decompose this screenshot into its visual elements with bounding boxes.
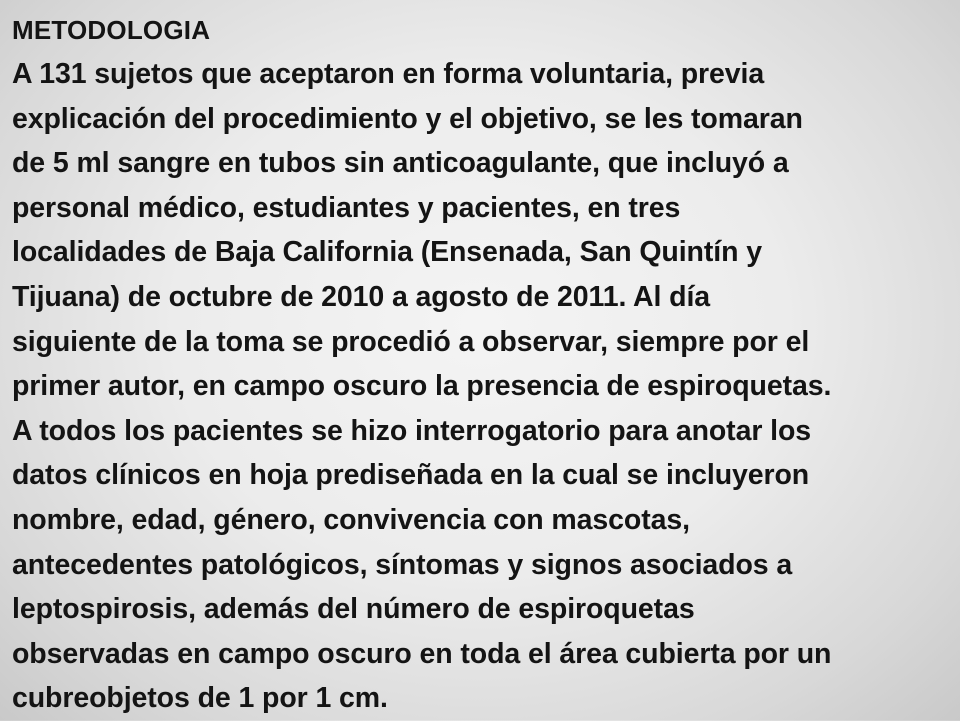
- slide-title: METODOLOGIA: [12, 15, 211, 45]
- body-line-5: localidades de Baja California (Ensenada, San Quintín y: [12, 236, 762, 269]
- body-line-3: de 5 ml sangre en tubos sin anticoagulante, que incluyó a: [12, 147, 789, 180]
- body-text: [12, 52, 956, 721]
- body-line-2: explicación del procedimiento y el objetivo, se les tomaran: [12, 102, 803, 135]
- body-line-12: antecedentes patológicos, síntomas y signos asociados a: [12, 548, 793, 581]
- body-line-15: cubreobjetos de 1 por 1 cm.: [12, 682, 388, 715]
- body-line-8: primer autor, en campo oscuro la presencia de espiroquetas.: [12, 370, 832, 403]
- body-line-13: leptospirosis, además del número de espiroquetas: [12, 593, 695, 626]
- body-line-1: A 131 sujetos que aceptaron en forma voluntaria, previa: [12, 58, 765, 90]
- body-line-6: Tijuana) de octubre de 2010 a agosto de 2011. Al día: [12, 280, 711, 313]
- slide-content: [12, 8, 956, 721]
- body-line-10: datos clínicos en hoja prediseñada en la cual se incluyeron: [12, 459, 810, 492]
- body-line-7: siguiente de la toma se procedió a observar, siempre por el: [12, 325, 810, 358]
- body-line-11: nombre, edad, género, convivencia con mascotas,: [12, 503, 690, 536]
- body-line-14: observadas en campo oscuro en toda el área cubierta por un: [12, 637, 832, 670]
- body-line-9: A todos los pacientes se hizo interrogatorio para anotar los: [12, 414, 812, 447]
- body-line-4: personal médico, estudiantes y pacientes, en tres: [12, 191, 681, 224]
